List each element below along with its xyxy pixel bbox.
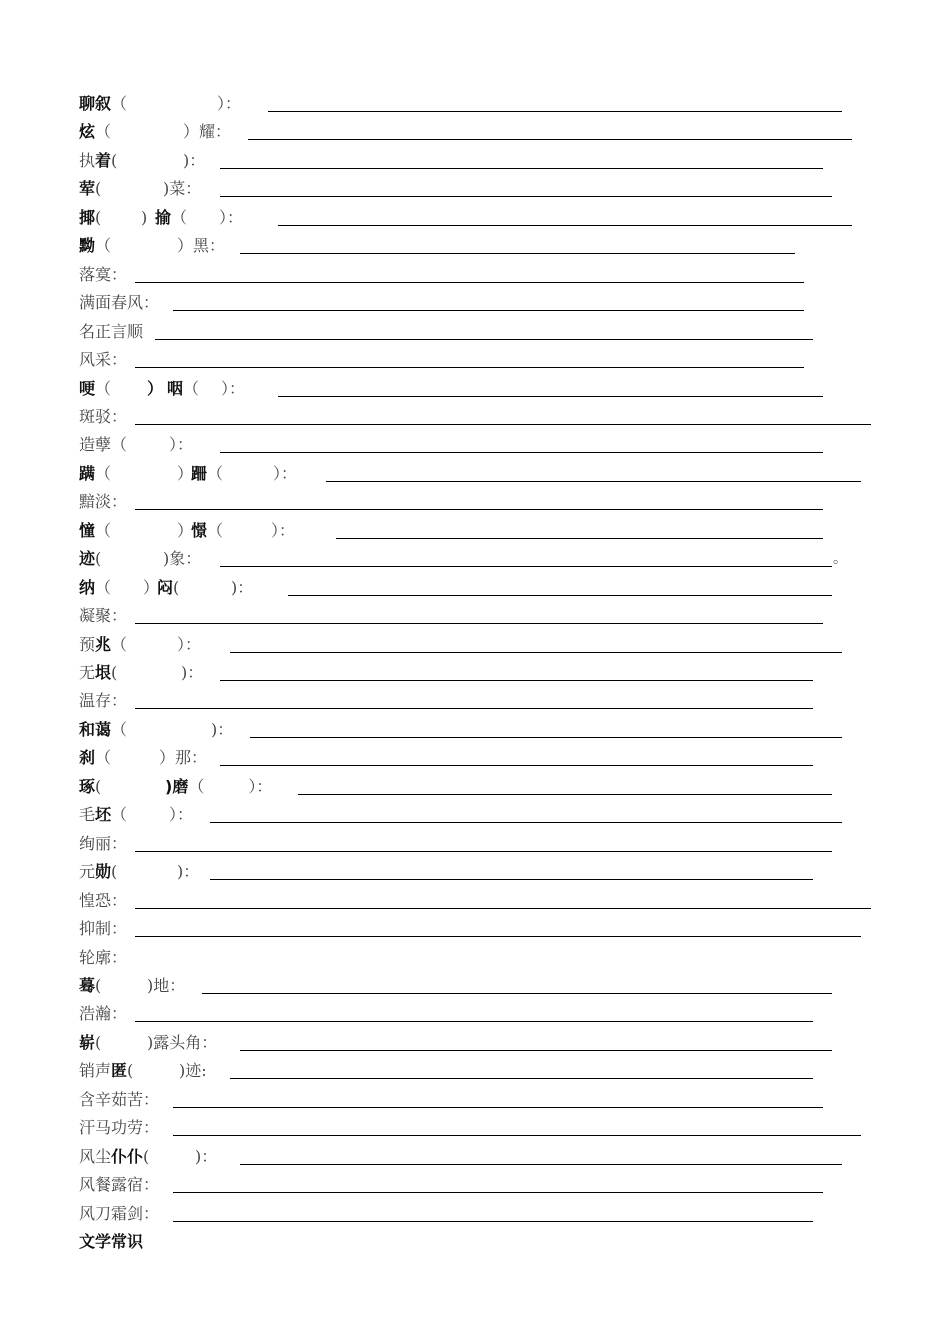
- vocab-text: )象：: [163, 549, 202, 569]
- vocab-text: ）：: [271, 520, 296, 540]
- vocab-row: [79, 1202, 159, 1226]
- answer-line[interactable]: [135, 424, 871, 425]
- answer-line[interactable]: [135, 282, 804, 283]
- vocab-text: （: [95, 378, 112, 398]
- vocab-text: ）: [143, 577, 160, 597]
- vocab-text: 汗马功劳：: [79, 1118, 160, 1138]
- vocab-word: 着: [95, 150, 112, 170]
- vocab-row: [79, 405, 127, 429]
- answer-line[interactable]: [240, 1050, 832, 1051]
- vocab-row: [79, 92, 241, 116]
- vocab-word: 揄: [155, 207, 172, 227]
- vocab-text: )：: [211, 719, 234, 739]
- vocab-word: 哽: [79, 378, 96, 398]
- section-heading: 文学常识: [79, 1232, 144, 1251]
- answer-line[interactable]: [240, 1164, 842, 1165]
- answer-line[interactable]: [155, 339, 813, 340]
- vocab-text: 无: [79, 663, 96, 682]
- vocab-row: [79, 263, 127, 287]
- vocab-text: ）：: [221, 378, 246, 398]
- vocab-text: 风采：: [79, 350, 128, 370]
- vocab-text: （: [95, 236, 112, 256]
- vocab-text: )迹:: [179, 1061, 207, 1081]
- vocab-text: ）: [177, 520, 194, 540]
- vocab-row: [79, 1002, 127, 1026]
- answer-line[interactable]: [135, 908, 871, 909]
- vocab-text: )：: [181, 663, 204, 682]
- vocab-text: (: [111, 150, 118, 170]
- answer-line[interactable]: [220, 680, 813, 681]
- vocab-row: [79, 1145, 217, 1169]
- vocab-text: （: [111, 719, 128, 739]
- vocab-row: [79, 604, 127, 628]
- vocab-word: 蹒: [79, 463, 96, 483]
- vocab-text: ）：: [169, 805, 194, 825]
- vocab-row: [79, 917, 127, 941]
- vocab-text: )：: [231, 577, 254, 597]
- answer-line[interactable]: [135, 509, 823, 510]
- vocab-word: 跚: [191, 463, 208, 483]
- vocab-text: )：: [183, 150, 206, 170]
- vocab-row: [79, 803, 193, 827]
- vocab-text: （: [111, 94, 128, 113]
- vocab-text: )：: [177, 862, 200, 882]
- answer-line[interactable]: [135, 936, 861, 937]
- answer-line[interactable]: [173, 1192, 823, 1193]
- vocab-row: [79, 377, 245, 401]
- vocab-word: 坯: [95, 805, 112, 825]
- vocab-text: 含辛茹苦：: [79, 1089, 160, 1109]
- vocab-row: [79, 946, 127, 970]
- vocab-text: （: [95, 463, 112, 483]
- vocab-row: [79, 177, 201, 201]
- answer-line[interactable]: [202, 993, 832, 994]
- vocab-text: 斑驳：: [79, 406, 128, 426]
- vocab-text: 满面春风：: [79, 293, 160, 313]
- vocab-word: 匿: [111, 1061, 128, 1081]
- vocab-text: 造孽: [79, 435, 112, 455]
- answer-line[interactable]: [336, 538, 823, 539]
- vocab-text: 惶恐：: [79, 890, 128, 910]
- vocab-word: 黝: [79, 236, 96, 256]
- vocab-text: ）：: [219, 207, 244, 227]
- vocab-text: ): [141, 207, 148, 227]
- answer-line[interactable]: [135, 1021, 813, 1022]
- vocab-text: （: [111, 634, 128, 654]
- answer-line[interactable]: [248, 139, 852, 140]
- vocab-row: [79, 206, 243, 230]
- vocab-row: [79, 889, 127, 913]
- vocab-text: (: [173, 577, 180, 597]
- vocab-text: (: [95, 207, 102, 227]
- vocab-row: [79, 1031, 217, 1055]
- vocab-text: ）黑：: [177, 236, 226, 256]
- vocab-text: 风刀霜剑：: [79, 1203, 160, 1223]
- vocab-row: [79, 149, 205, 173]
- vocab-text: （: [95, 520, 112, 540]
- vocab-text: 浩瀚：: [79, 1004, 128, 1024]
- vocab-text: 毛: [79, 805, 96, 825]
- vocab-word: 和蔼: [79, 719, 112, 739]
- vocab-row: [79, 633, 201, 657]
- vocab-text: 抑制：: [79, 919, 128, 939]
- answer-line[interactable]: [210, 822, 842, 823]
- vocab-text: （: [95, 577, 112, 597]
- vocab-text: （: [207, 520, 224, 540]
- vocab-row: [79, 576, 253, 600]
- answer-line[interactable]: [288, 595, 832, 596]
- vocab-text: )露头角：: [147, 1032, 218, 1052]
- vocab-word: 刹: [79, 748, 96, 768]
- vocab-text: ）：: [273, 463, 298, 483]
- vocab-word: 闷: [157, 577, 174, 597]
- vocab-text: (: [127, 1061, 134, 1081]
- vocab-row: [79, 1088, 159, 1112]
- vocab-word: 仆仆: [111, 1146, 144, 1166]
- answer-line[interactable]: [220, 452, 823, 453]
- answer-line[interactable]: [173, 310, 804, 311]
- answer-line[interactable]: [326, 481, 861, 482]
- vocab-text: （: [207, 463, 224, 483]
- vocab-row: [79, 689, 127, 713]
- vocab-text: ）耀：: [183, 122, 232, 142]
- answer-line[interactable]: [210, 879, 813, 880]
- vocab-row: [79, 462, 297, 486]
- vocab-text: （: [111, 805, 128, 825]
- answer-line[interactable]: [268, 111, 842, 112]
- vocab-text: (: [95, 776, 102, 796]
- vocab-text: （: [188, 776, 205, 796]
- vocab-text: (: [95, 549, 102, 569]
- vocab-word: 憧: [79, 520, 96, 540]
- answer-line[interactable]: [278, 396, 823, 397]
- answer-line[interactable]: [135, 367, 804, 368]
- vocab-text: ）: [177, 463, 194, 483]
- vocab-word: )磨: [165, 776, 189, 796]
- answer-line[interactable]: [220, 566, 832, 567]
- vocab-text: 风尘: [79, 1146, 112, 1166]
- vocab-text: (: [95, 975, 102, 995]
- vocab-text: (: [95, 1032, 102, 1052]
- vocab-word: 憬: [191, 520, 208, 540]
- vocab-text: （: [171, 207, 188, 227]
- vocab-text: 绚丽：: [79, 833, 128, 853]
- vocab-text: (: [143, 1146, 150, 1166]
- vocab-text: 执: [79, 150, 96, 170]
- vocab-row: [79, 1116, 159, 1140]
- vocab-text: 温存：: [79, 691, 128, 711]
- vocab-row: [79, 433, 193, 457]
- vocab-text: ）那：: [159, 748, 208, 768]
- vocab-word: 聊叙: [79, 94, 112, 113]
- vocab-text: 凝聚：: [79, 606, 128, 626]
- vocab-row: [79, 746, 207, 770]
- vocab-text: （: [111, 435, 128, 455]
- vocab-row: [79, 490, 127, 514]
- vocab-text: 名正言顺: [79, 321, 144, 341]
- vocab-row: [79, 974, 185, 998]
- vocab-word: 兆: [95, 634, 112, 654]
- vocab-word: 琢: [79, 776, 96, 796]
- answer-line[interactable]: [135, 708, 813, 709]
- vocab-row: [79, 860, 199, 884]
- vocab-text: )：: [195, 1146, 218, 1166]
- vocab-text: ）：: [169, 435, 194, 455]
- vocab-text: ）：: [248, 776, 273, 796]
- answer-line[interactable]: [230, 652, 842, 653]
- vocab-text: ）：: [217, 94, 242, 113]
- answer-line[interactable]: [220, 168, 823, 169]
- vocab-word: 迹: [79, 549, 96, 569]
- vocab-word: ）: [147, 378, 164, 398]
- answer-line[interactable]: [173, 1221, 813, 1222]
- vocab-text: ）：: [177, 634, 202, 654]
- answer-line[interactable]: [240, 253, 795, 254]
- vocab-text: (: [95, 179, 102, 199]
- vocab-row: [79, 661, 203, 685]
- answer-line[interactable]: [278, 225, 852, 226]
- vocab-text: 元: [79, 862, 96, 882]
- vocab-text: 销声: [79, 1061, 112, 1081]
- vocab-row: [79, 1059, 207, 1083]
- answer-line[interactable]: [173, 1135, 861, 1136]
- vocab-text: 风餐露宿：: [79, 1175, 160, 1195]
- vocab-text: (: [111, 862, 118, 882]
- vocab-word: 蓦: [79, 975, 96, 995]
- vocab-word: 荤: [79, 179, 96, 199]
- vocab-row: [79, 519, 295, 543]
- vocab-text: 黯淡：: [79, 492, 128, 512]
- vocab-word: 勋: [95, 862, 112, 882]
- answer-line[interactable]: [220, 196, 832, 197]
- answer-line[interactable]: [220, 765, 813, 766]
- answer-line[interactable]: [230, 1078, 813, 1079]
- vocab-word: 垠: [95, 663, 112, 682]
- vocab-word: 纳: [79, 577, 96, 597]
- vocab-word: 崭: [79, 1032, 96, 1052]
- vocab-text: 落寞：: [79, 264, 128, 284]
- vocab-text: （: [183, 378, 200, 398]
- vocab-text: 预: [79, 634, 96, 654]
- vocab-row: [79, 234, 225, 258]
- answer-line[interactable]: [250, 737, 842, 738]
- vocab-row: [79, 775, 272, 799]
- answer-line[interactable]: [298, 794, 832, 795]
- vocab-row: [79, 320, 143, 344]
- line-end-period: 。: [833, 551, 847, 568]
- vocab-row: [79, 120, 231, 144]
- vocab-text: （: [95, 748, 112, 768]
- vocab-row: [79, 1173, 159, 1197]
- vocab-text: )菜：: [163, 179, 202, 199]
- vocab-word: 炫: [79, 122, 96, 142]
- vocab-text: (: [111, 663, 118, 682]
- answer-line[interactable]: [135, 623, 823, 624]
- vocab-text: )地：: [147, 975, 186, 995]
- vocab-row: [79, 832, 127, 856]
- vocab-word: 咽: [167, 378, 184, 398]
- vocab-row: [79, 291, 159, 315]
- answer-line[interactable]: [135, 851, 832, 852]
- vocab-text: 轮廓：: [79, 947, 128, 967]
- vocab-word: 揶: [79, 207, 96, 227]
- vocab-text: （: [95, 122, 112, 142]
- vocab-row: [79, 547, 201, 571]
- vocab-row: [79, 348, 127, 372]
- vocab-row: [79, 718, 233, 742]
- answer-line[interactable]: [173, 1107, 823, 1108]
